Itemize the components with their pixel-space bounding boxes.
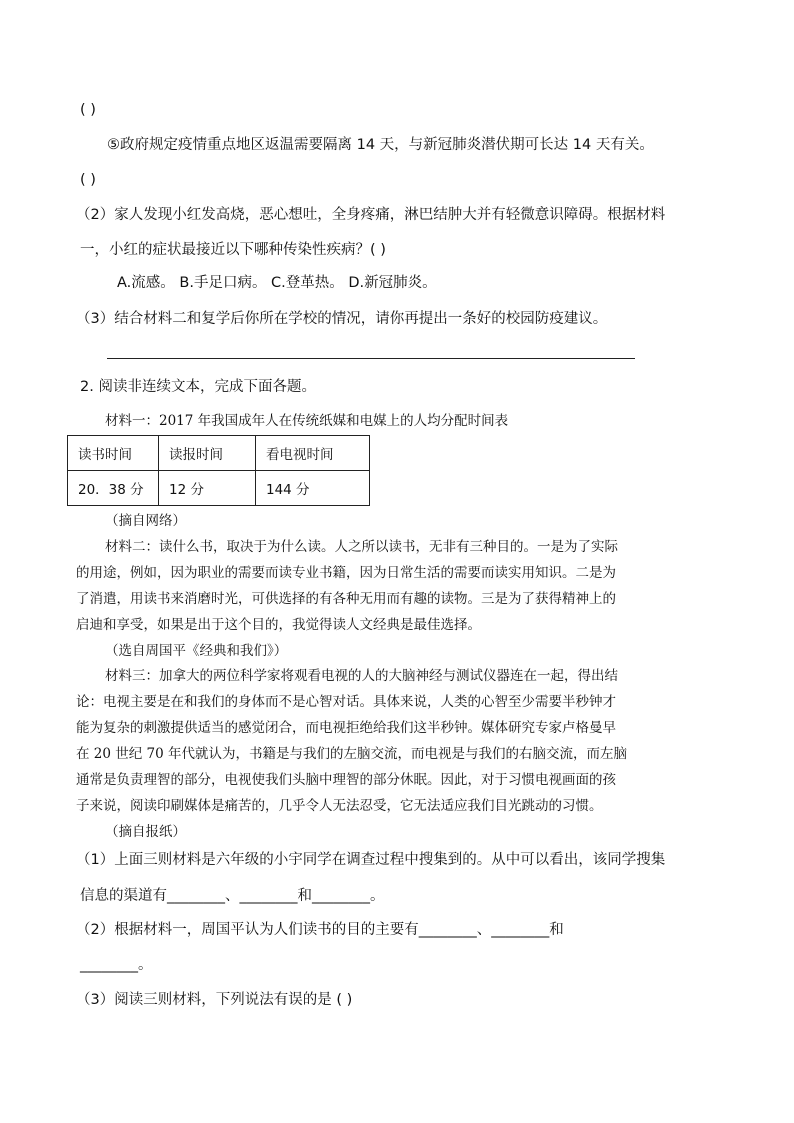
section-2-heading: 2. 阅读非连续文本，完成下面各题。 <box>80 379 316 395</box>
material-2-line-2: 的用途，例如，因为职业的需要而读专业书籍，因为日常生活的需要而读实用知识。二是为 <box>76 565 616 581</box>
question-2-line-2: 一，小红的症状最接近以下哪种传染性疾病？( ) <box>80 242 386 258</box>
table-cell: 144 分 <box>256 471 370 506</box>
answer-line <box>107 358 635 359</box>
material-2-line-4: 启迪和享受，如果是出于这个目的，我觉得读人文经典是最佳选择。 <box>76 617 481 633</box>
source-note-3: （摘自报纸） <box>105 824 186 840</box>
material-3-line-3: 能为复杂的刺激提供适当的感觉闭合，而电视拒绝给我们这半秒钟。媒体研究专家卢格曼早 <box>76 720 616 736</box>
reading-question-2-line-1: （2）根据材料一，周国平认为人们读书的目的主要有________、________和 <box>76 922 564 938</box>
table-cell: 12 分 <box>159 471 256 506</box>
table-header-cell: 看电视时间 <box>256 436 370 471</box>
table-header-cell: 读报时间 <box>159 436 256 471</box>
source-note-2: （选自周国平《经典和我们》） <box>105 643 288 659</box>
material-3-line-5: 通常是负责理智的部分，电视使我们头脑中理智的部分休眠。因此，对于习惯电视画面的孩 <box>76 772 616 788</box>
question-2-options: A.流感。 B.手足口病。 C.登革热。 D.新冠肺炎。 <box>117 275 437 291</box>
reading-question-1-line-2: 信息的渠道有________、________和________。 <box>80 888 385 904</box>
material-1-caption: 材料一：2017 年我国成年人在传统纸媒和电媒上的人均分配时间表 <box>105 413 509 429</box>
reading-question-3: （3）阅读三则材料，下列说法有误的是 ( ) <box>76 992 353 1008</box>
material-3-line-4: 在 20 世纪 70 年代就认为，书籍是与我们的左脑交流，而电视是与我们的右脑交流，而左脑 <box>76 746 628 762</box>
answer-blank-5: ( ) <box>80 172 96 188</box>
statement-5: ⑤政府规定疫情重点地区返温需要隔离 14 天，与新冠肺炎潜伏期可长达 14 天有关。 <box>107 137 654 153</box>
material-3-line-1: 材料三：加拿大的两位科学家将观看电视的人的大脑神经与测试仪器连在一起，得出结 <box>105 668 618 684</box>
question-3: （3）结合材料二和复学后你所在学校的情况，请你再提出一条好的校园防疫建议。 <box>76 311 608 327</box>
question-2-line-1: （2）家人发现小红发高烧，恶心想吐，全身疼痛，淋巴结肿大并有轻微意识障碍。根据材料 <box>76 207 666 223</box>
material-2-line-1: 材料二：读什么书，取决于为什么读。人之所以读书，无非有三种目的。一是为了实际 <box>105 539 618 555</box>
reading-question-1-line-1: （1）上面三则材料是六年级的小宇同学在调查过程中搜集到的。从中可以看出，该同学搜集 <box>76 852 666 868</box>
answer-blank-4: ( ) <box>80 102 96 118</box>
table-header-cell: 读书时间 <box>68 436 159 471</box>
table-header-row <box>68 436 370 471</box>
material-2-line-3: 了消遣，用读书来消磨时光，可供选择的有各种无用而有趣的读物。三是为了获得精神上的 <box>76 591 616 607</box>
time-distribution-table <box>67 435 370 506</box>
reading-question-2-line-2: ________。 <box>80 957 153 973</box>
source-note-1: （摘自网络） <box>105 513 186 529</box>
material-3-line-6: 子来说，阅读印刷媒体是痛苦的，几乎令人无法忍受，它无法适应我们目光跳动的习惯。 <box>76 798 603 814</box>
table-cell: 20．38 分 <box>68 471 159 506</box>
material-3-line-2: 论：电视主要是在和我们的身体而不是心智对话。具体来说，人类的心智至少需要半秒钟才 <box>76 694 616 710</box>
table-row <box>68 471 370 506</box>
